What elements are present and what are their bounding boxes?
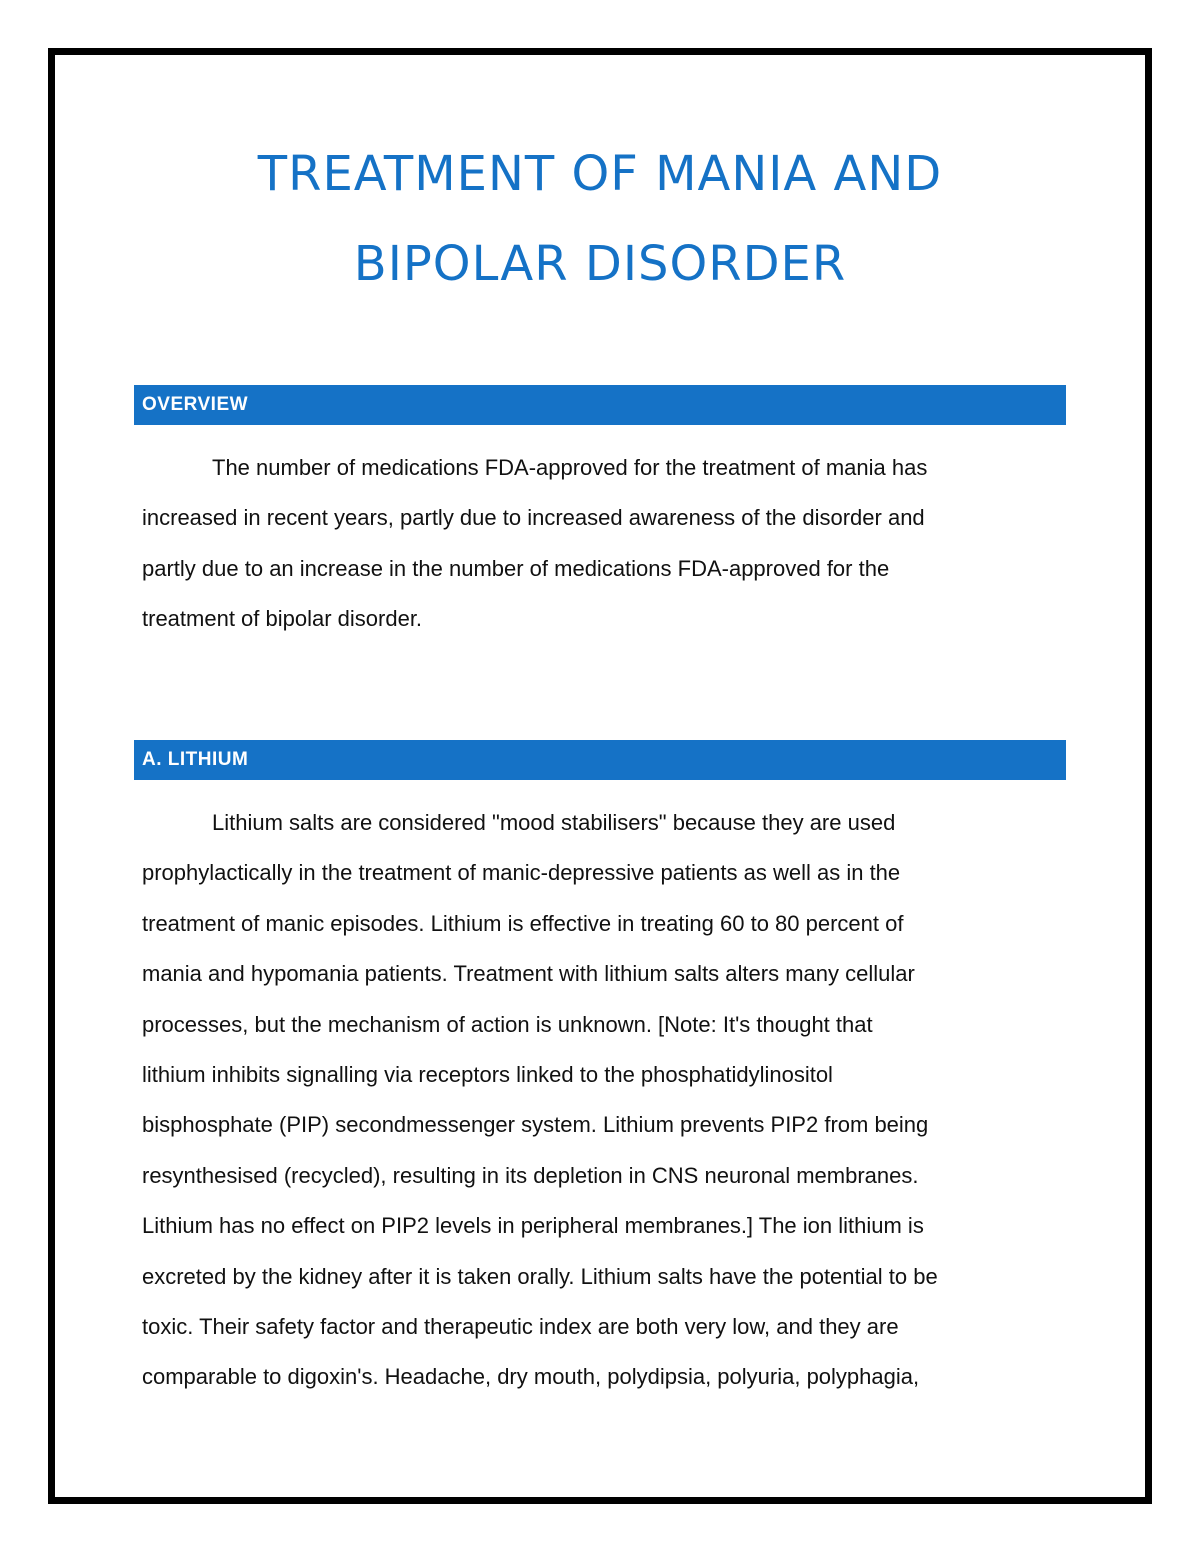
paragraph-line: increased in recent years, partly due to increased awareness of the disorder and <box>142 505 925 531</box>
paragraph-line: treatment of manic episodes. Lithium is effective in treating 60 to 80 percent of <box>142 910 904 936</box>
document-title-line-2: BIPOLAR DISORDER <box>353 236 847 292</box>
paragraph-line: Lithium salts are considered "mood stabilisers" because they are used <box>212 810 896 835</box>
paragraph-line: resynthesised (recycled), resulting in its depletion in CNS neuronal membranes. <box>142 1162 919 1188</box>
overview-paragraph <box>142 453 1072 655</box>
paragraph-line: comparable to digoxin's. Headache, dry mouth, polydipsia, polyuria, polyphagia, <box>142 1364 920 1390</box>
paragraph-line: bisphosphate (PIP) secondmessenger system. Lithium prevents PIP2 from being <box>142 1112 929 1138</box>
paragraph-line: treatment of bipolar disorder. <box>142 606 423 632</box>
paragraph-line: toxic. Their safety factor and therapeutic index are both very low, and they are <box>142 1313 899 1339</box>
paragraph-line: Lithium has no effect on PIP2 levels in peripheral membranes.] The ion lithium is <box>142 1213 924 1239</box>
paragraph-line: mania and hypomania patients. Treatment with lithium salts alters many cellular <box>142 961 915 987</box>
paragraph-line: lithium inhibits signalling via receptors linked to the phosphatidylinositol <box>142 1061 833 1087</box>
section-heading-lithium: A. LITHIUM <box>134 740 1066 780</box>
document-title-line-1: TREATMENT OF MANIA AND <box>257 146 943 202</box>
paragraph-line: prophylactically in the treatment of manic-depressive patients as well as in the <box>142 860 901 886</box>
paragraph-line: excreted by the kidney after it is taken orally. Lithium salts have the potential to be <box>142 1263 938 1289</box>
paragraph-line: processes, but the mechanism of action is unknown. [Note: It's thought that <box>142 1011 873 1037</box>
section-heading-overview: OVERVIEW <box>134 385 1066 425</box>
paragraph-line: partly due to an increase in the number of medications FDA-approved for the <box>142 555 890 581</box>
lithium-paragraph <box>142 808 1072 1413</box>
paragraph-line: The number of medications FDA-approved for the treatment of mania has <box>212 455 928 480</box>
